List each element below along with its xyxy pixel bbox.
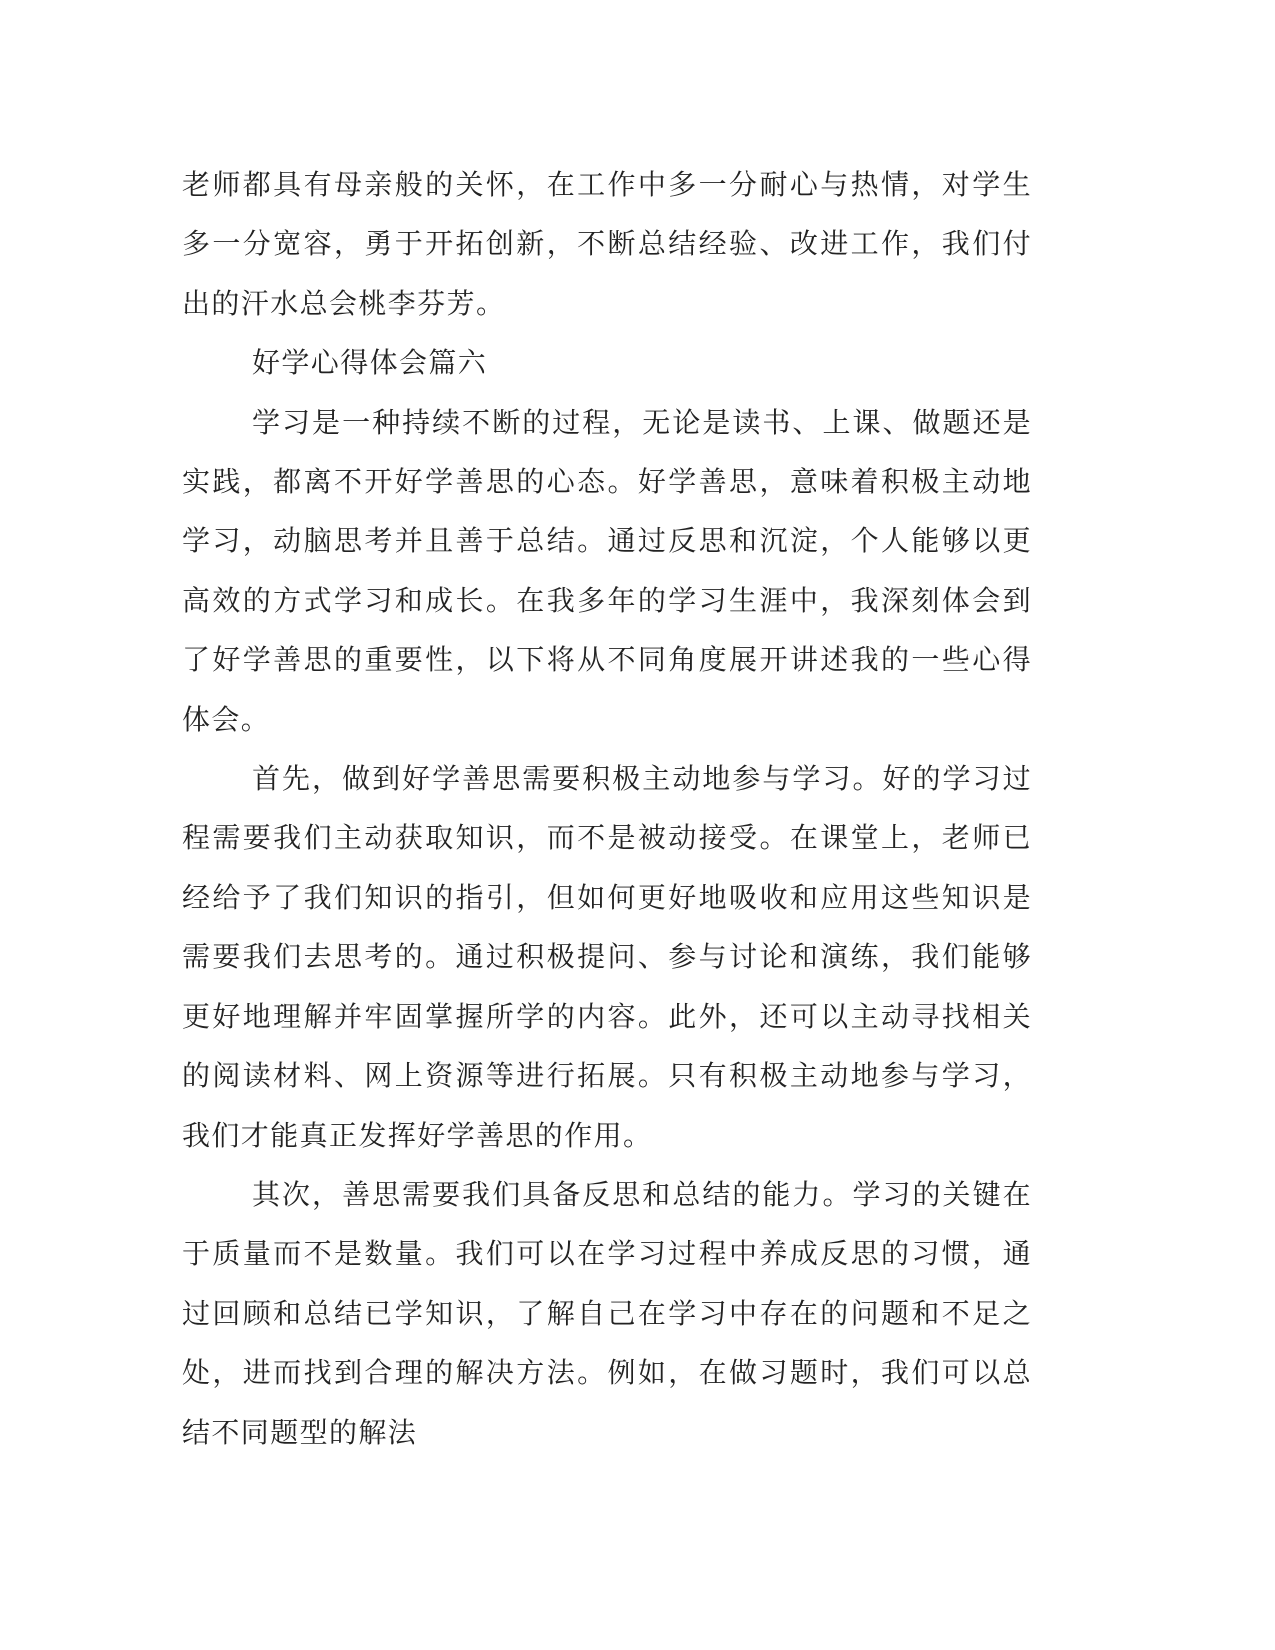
body-paragraph-2: 首先，做到好学善思需要积极主动地参与学习。好的学习过程需要我们主动获取知识，而不是被动接受。在课堂上，老师已经给予了我们知识的指引，但如何更好地吸收和应用这些知识是需要我们去思考的。通过积极提问、参与讨论和演练，我们能够更好地理解并牢固掌握所学的内容。此外，还可以主动寻找相关的阅读材料、网上资源等进行拓展。只有积极主动地参与学习，我们才能真正发挥好学善思的作用。: [182, 762, 1032, 1152]
section-heading: 好学心得体会篇六: [252, 346, 488, 380]
body-paragraph-3: 其次，善思需要我们具备反思和总结的能力。学习的关键在于质量而不是数量。我们可以在学习过程中养成反思的习惯，通过回顾和总结已学知识，了解自己在学习中存在的问题和不足之处，进而找到合理的解决方法。例如，在做习题时，我们可以总结不同题型的解法: [182, 1177, 1032, 1449]
body-paragraph-1: 学习是一种持续不断的过程，无论是读书、上课、做题还是实践，都离不开好学善思的心态。好学善思，意味着积极主动地学习，动脑思考并且善于总结。通过反思和沉淀，个人能够以更高效的方式学习和成长。在我多年的学习生涯中，我深刻体会到了好学善思的重要性，以下将从不同角度展开讲述我的一些心得体会。: [182, 405, 1032, 736]
document-body: [182, 155, 1032, 1462]
continuation-paragraph: 老师都具有母亲般的关怀，在工作中多一分耐心与热情，对学生多一分宽容，勇于开拓创新，不断总结经验、改进工作，我们付出的汗水总会桃李芬芳。: [182, 168, 1032, 320]
